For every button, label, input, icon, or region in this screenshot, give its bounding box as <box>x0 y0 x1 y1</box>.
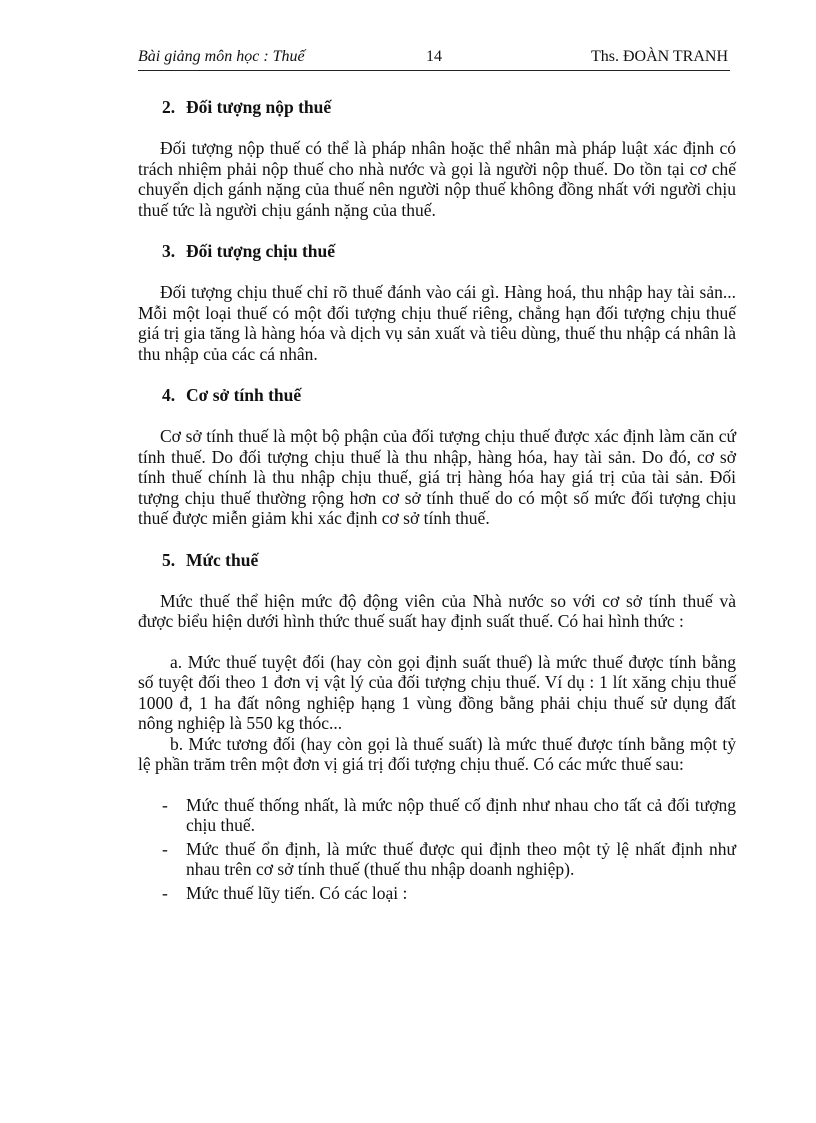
section-heading-taxpayer <box>138 96 736 118</box>
section-title: Cơ sở tính thuế <box>186 385 302 405</box>
rate-item-relative: b. Mức tương đối (hay còn gọi là thuế suất) là mức thuế được tính bằng một tỷ lệ phần trăm trên một đơn vị giá trị đối tượng chịu thuế. Có các mức thuế sau: <box>138 733 736 774</box>
list-item <box>138 795 736 836</box>
list-item-text: Mức thuế thống nhất, là mức nộp thuế cố định như nhau cho tất cả đối tượng chịu thuế. <box>186 794 736 835</box>
course-title: Bài giảng môn học : Thuế <box>138 48 305 65</box>
paragraph: Mức thuế thể hiện mức độ động viên của Nhà nước so với cơ sở tính thuế và được biểu hiện dưới hình thức thuế suất hay định suất thuế. Có hai hình thức : <box>138 590 736 631</box>
rate-type-list <box>138 795 736 904</box>
list-item <box>138 839 736 880</box>
section-heading-tax-rate <box>138 549 736 571</box>
page-number: 14 <box>426 48 442 65</box>
paragraph: Đối tượng chịu thuế chỉ rõ thuế đánh vào cái gì. Hàng hoá, thu nhập hay tài sản... Mỗi một loại thuế có một đối tượng chịu thuế riêng, chẳng hạn đối tượng chịu thuế giá trị gia tăng là hàng hóa và dịch vụ sản xuất và tiêu dùng, thuế thu nhập cá nhân là thu nhập của các cá nhân. <box>138 282 736 364</box>
list-item-text: Mức thuế ổn định, là mức thuế được qui định theo một tỷ lệ nhất định như nhau trên cơ sở tính thuế (thuế thu nhập doanh nghiệp). <box>186 838 736 879</box>
page-header <box>138 46 730 71</box>
rate-item-absolute: a. Mức thuế tuyệt đối (hay còn gọi định suất thuế) là mức thuế được tính bằng số tuyệt đối theo 1 đơn vị vật lý của đối tượng chịu thuế. Ví dụ : 1 lít xăng chịu thuế 1000 đ, 1 ha đất nông nghiệp hạng 1 vùng đồng bằng phải chịu thuế sử dụng đất nông nghiệp là 550 kg thóc... <box>138 651 736 733</box>
dash-marker: - <box>162 794 168 815</box>
section-title: Đối tượng chịu thuế <box>186 241 336 261</box>
section-number: 5. <box>162 549 176 570</box>
dash-marker: - <box>162 838 168 859</box>
section-number: 2. <box>162 97 176 117</box>
paragraph: Đối tượng nộp thuế có thể là pháp nhân hoặc thể nhân mà pháp luật xác định có trách nhiệm phải nộp thuế cho nhà nước và gọi là người nộp thuế. Do tồn tại cơ chế chuyển dịch gánh nặng của thuế nên người nộp thuế không đồng nhất với người chịu thuế tức là người chịu gánh nặng của thuế. <box>138 138 736 220</box>
page-content <box>138 96 736 906</box>
section-number: 4. <box>162 385 176 405</box>
paragraph: Cơ sở tính thuế là một bộ phận của đối tượng chịu thuế được xác định làm căn cứ tính thuế. Do đối tượng chịu thuế là thu nhập, hàng hóa, hay tài sản. Do đó, cơ sở tính thuế chính là thu nhập chịu thuế, giá trị hàng hóa hay giá trị của tài sản. Đối tượng chịu thuế thường rộng hơn cơ sở tính thuế do có một số mức đối tượng chịu thuế được miễn giảm khi xác định cơ sở tính thuế. <box>138 426 736 528</box>
section-title: Đối tượng nộp thuế <box>186 97 332 117</box>
list-item-text: Mức thuế lũy tiến. Có các loại : <box>186 882 408 903</box>
dash-marker: - <box>162 882 168 903</box>
section-title: Mức thuế <box>186 549 259 570</box>
section-number: 3. <box>162 241 176 261</box>
author-name: Ths. ĐOÀN TRANH <box>590 48 728 65</box>
list-item <box>138 883 736 904</box>
section-heading-taxable-object <box>138 240 736 262</box>
section-heading-tax-base <box>138 384 736 406</box>
